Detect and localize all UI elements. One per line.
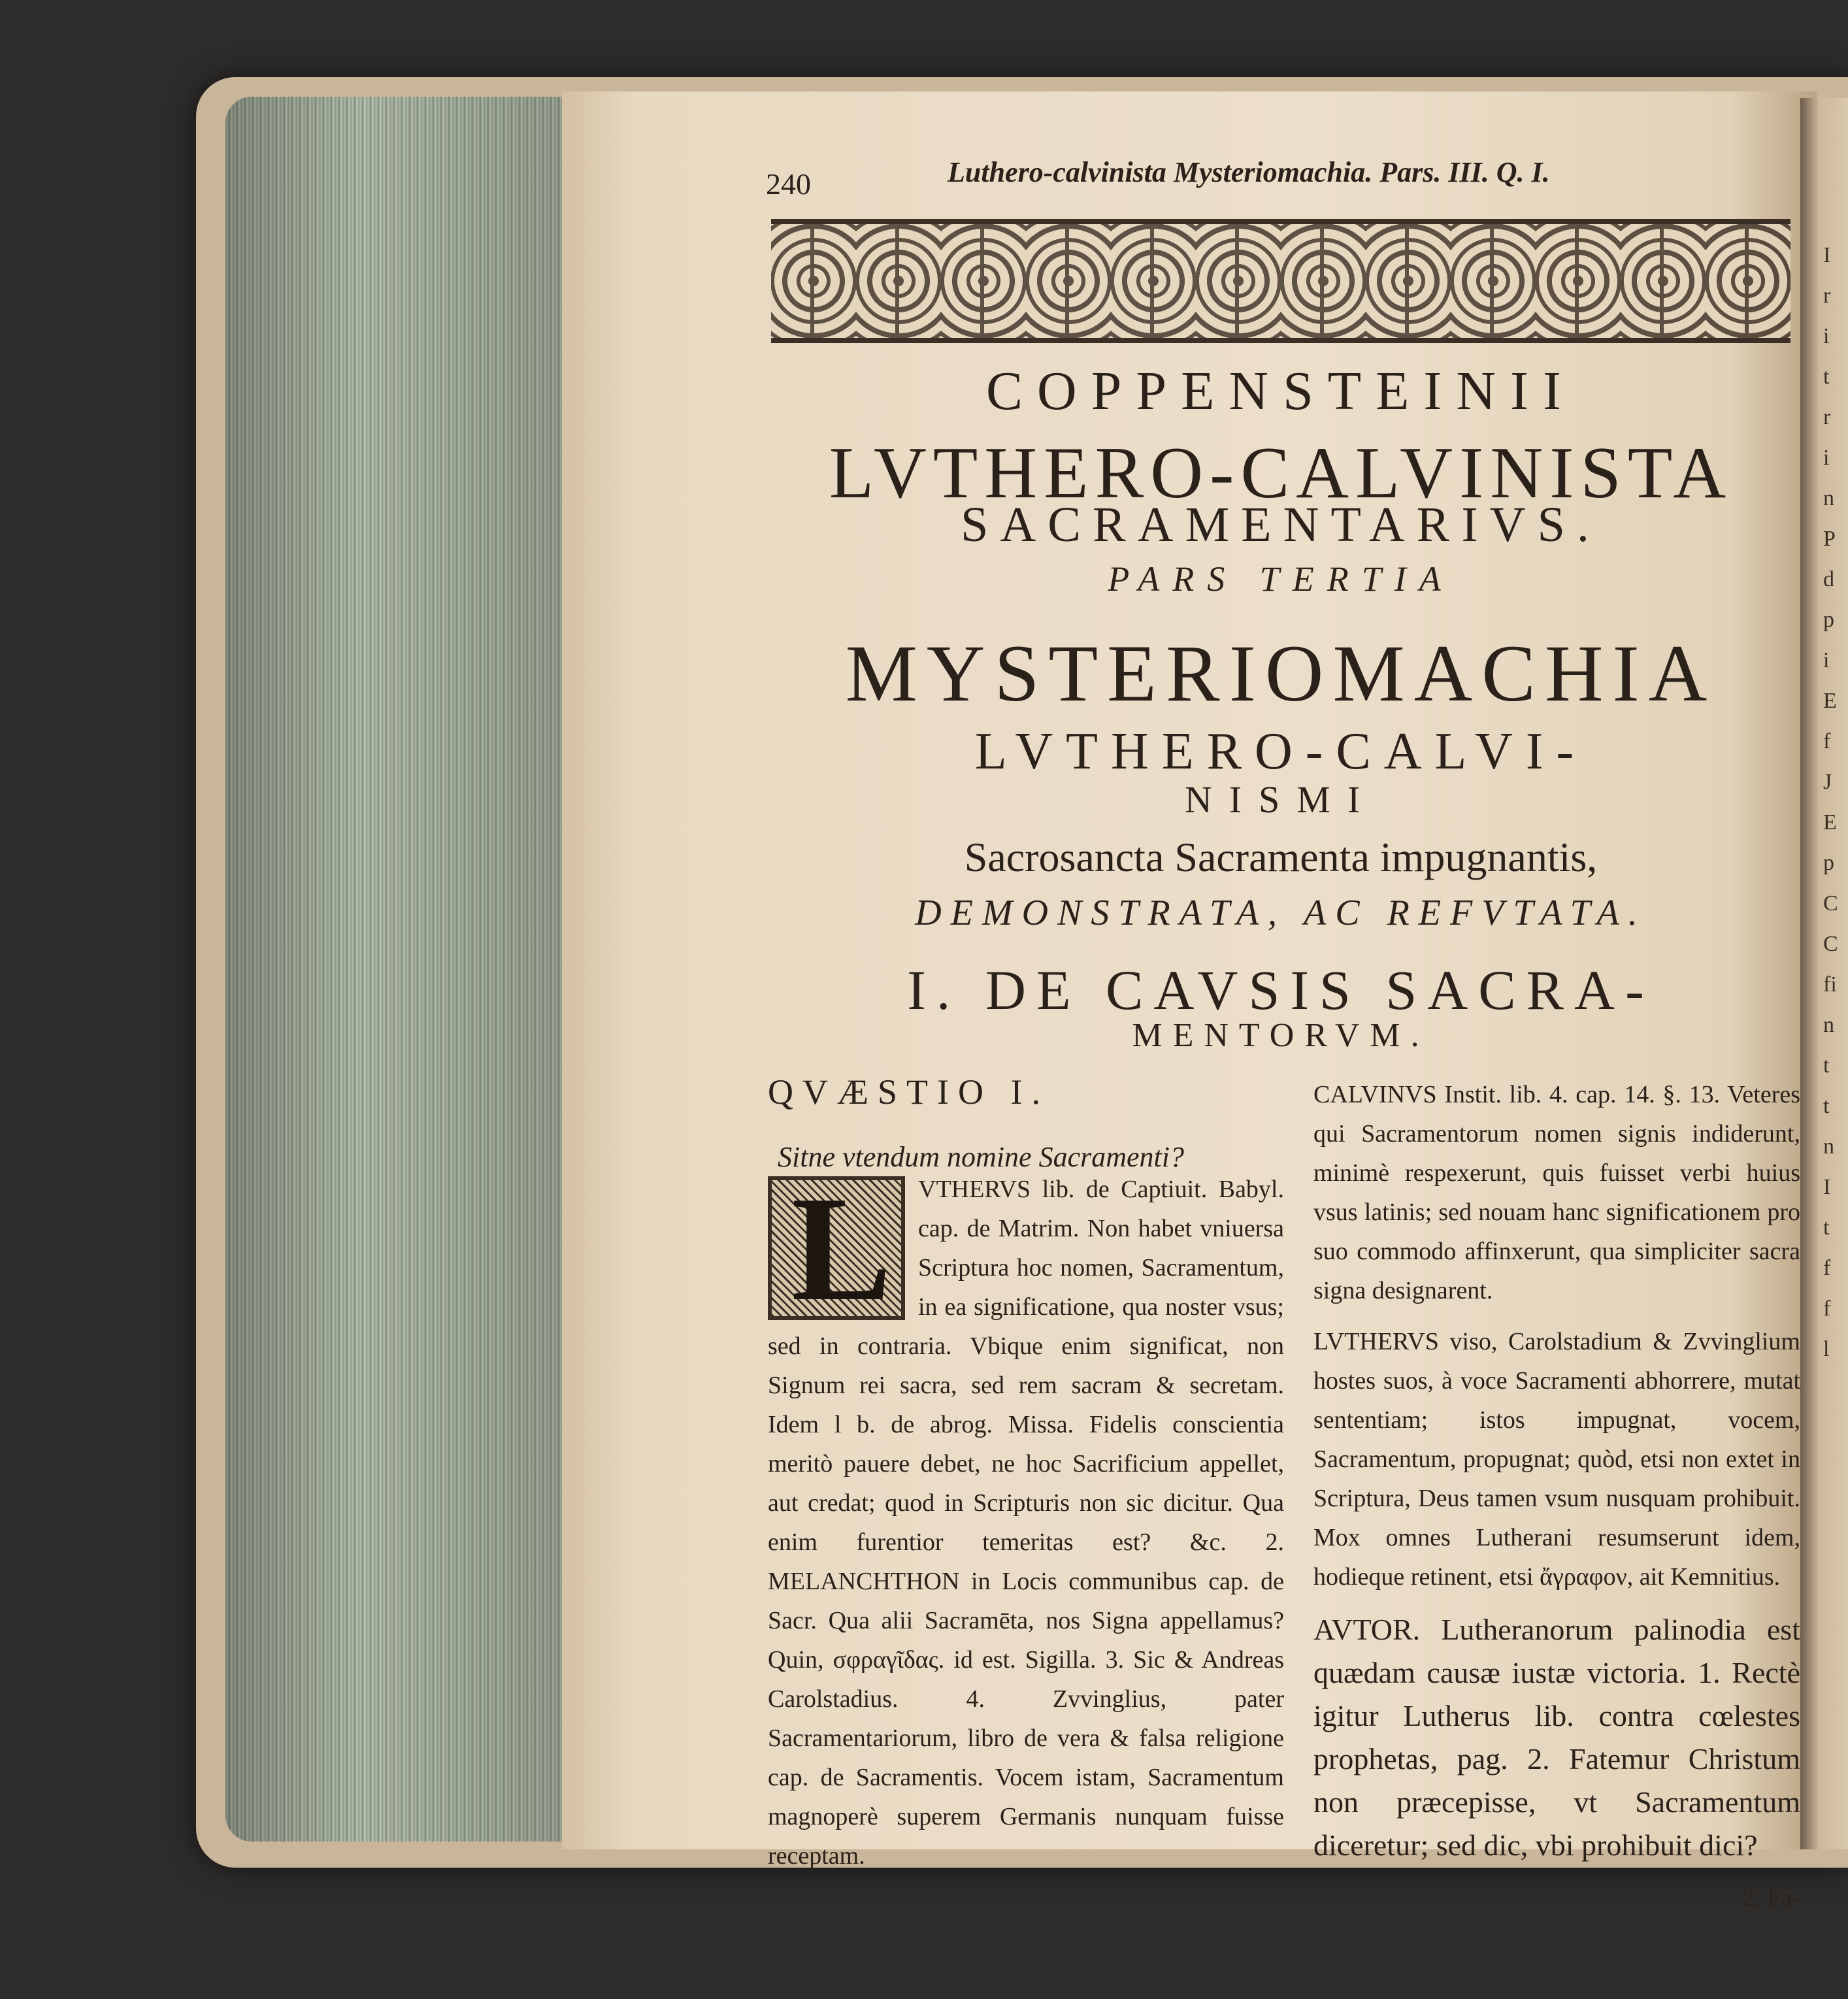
facing-page-letter: i <box>1823 648 1830 672</box>
section-heading: I. DE CAVSIS SACRA- <box>907 959 1655 1021</box>
title-line: Sacrosancta Sacramenta impugnantis, <box>964 834 1598 880</box>
facing-page-letter: n <box>1823 1013 1834 1037</box>
facing-page-letter: t <box>1823 365 1830 389</box>
facing-page-letter: I <box>1823 243 1831 267</box>
facing-page-letter: l <box>1823 1337 1830 1361</box>
facing-page-letter: n <box>1823 486 1834 510</box>
page-number: 240 <box>766 167 811 201</box>
title-line: NISMI <box>1184 778 1378 821</box>
facing-page-letter: J <box>1823 770 1832 794</box>
facing-page-letter: t <box>1823 1053 1830 1078</box>
facing-page-letter: r <box>1823 284 1831 308</box>
facing-page-letter: r <box>1823 405 1831 429</box>
facing-page-letter: P <box>1823 527 1836 551</box>
running-title: Luthero-calvinista Mysteriomachia. Pars. III. Q. I. <box>948 156 1550 188</box>
catchword: 2. Fa- <box>1742 1885 1800 1912</box>
title-line: PARS TERTIA <box>1108 559 1454 599</box>
facing-page-letters <box>1823 235 1848 1370</box>
section-heading: MENTORVM. <box>1132 1017 1430 1054</box>
facing-page-letter: fi <box>1823 972 1837 997</box>
right-paragraph-1: CALVINVS Instit. lib. 4. cap. 14. §. 13. Veteres qui Sacramentorum nomen signis indiderunt, minimè respexerunt, quis fuisset verbi huius vsus latinis; sed nouam hanc significationem pro suo commodo affinxerunt, qua simpliciter sacra signa designarent. <box>1313 1081 1800 1304</box>
facing-page-letter: I <box>1823 1175 1831 1199</box>
title-line: LVTHERO-CALVINISTA <box>829 433 1733 514</box>
title-line: LVTHERO-CALVI- <box>974 723 1587 780</box>
question-subtitle: Sitne vtendum nomine Sacramenti? <box>778 1141 1184 1173</box>
facing-page-letter: E <box>1823 810 1837 834</box>
right-paragraph-3: AVTOR. Lutheranorum palinodia est quædam causæ iustæ victoria. 1. Rectè igitur Lutherus lib. contra cœlestes prophetas, pag. 2. Fatemur Christum non præcepisse, vt Sacramentum diceretur; sed dic, vbi prohibuit dici? <box>1313 1613 1800 1862</box>
decorated-initial: L <box>768 1176 905 1320</box>
right-column <box>1313 1075 1800 1918</box>
facing-page-letter: E <box>1823 689 1837 713</box>
question-label: QVÆSTIO I. <box>768 1072 1049 1112</box>
title-line: SACRAMENTARIVS. <box>961 497 1601 552</box>
title-line: MYSTERIOMACHIA <box>845 629 1717 718</box>
facing-page-letter: d <box>1823 567 1834 591</box>
title-line: COPPENSTEINII <box>985 361 1576 421</box>
left-paragraph: VTHERVS lib. de Captiuit. Babyl. cap. de Matrim. Non habet vniuersa Scriptura hoc nomen, Sacramentum, in ea significatione, qua noster vsus; sed in contraria. Vbique enim significat, non Signum rei sacra, sed rem sacram & secretam. Idem l b. de abrog. Missa. Fidelis conscientia meritò pauere debet, ne hoc Sacrificium appellet, aut credat; quod in Scripturis non sic dicitur. Qua enim furentior temeritas est? &c. 2. MELANCHTHON in Locis communibus cap. de Sacr. Qua alii Sacramēta, nos Signa appellamus? Quin, σφραγῖδας. id est. Sigilla. 3. Sic & Andreas Carolstadius. 4. Zvvinglius, pater Sacramentariorum, libro de vera & falsa religione cap. de Sacramentis. Vocem istam, Sacramentum magnoperè superem Germanis nunquam fuisse receptam. <box>768 1176 1284 1870</box>
facing-page-letter: C <box>1823 891 1838 916</box>
facing-page-letter: t <box>1823 1094 1830 1118</box>
facing-page-letter: C <box>1823 932 1838 956</box>
facing-page-letter: p <box>1823 608 1834 632</box>
facing-page-letter: t <box>1823 1215 1830 1240</box>
facing-page-letter: i <box>1823 446 1830 470</box>
facing-page-letter: n <box>1823 1134 1834 1159</box>
facing-page-letter: f <box>1823 1297 1831 1321</box>
right-paragraph-2: LVTHERVS viso, Carolstadium & Zvvinglium hostes suos, à voce Sacramenti abhorrere, mutat sententiam; istos impugnat, vocem, Sacramentum, propugnat; quòd, etsi non extet in Scriptura, Deus tamen vsum nusquam prohibuit. Mox omnes Lutherani resumserunt idem, hodieque retinent, etsi ἄγραφον, ait Kemnitius. <box>1313 1328 1800 1591</box>
facing-page-letter: f <box>1823 729 1831 753</box>
left-column <box>768 1165 1284 1887</box>
title-line: DEMONSTRATA, AC REFVTATA. <box>915 893 1647 933</box>
facing-page-letter: i <box>1823 324 1830 348</box>
facing-page-letter: p <box>1823 851 1834 875</box>
facing-page-letter: f <box>1823 1256 1831 1280</box>
